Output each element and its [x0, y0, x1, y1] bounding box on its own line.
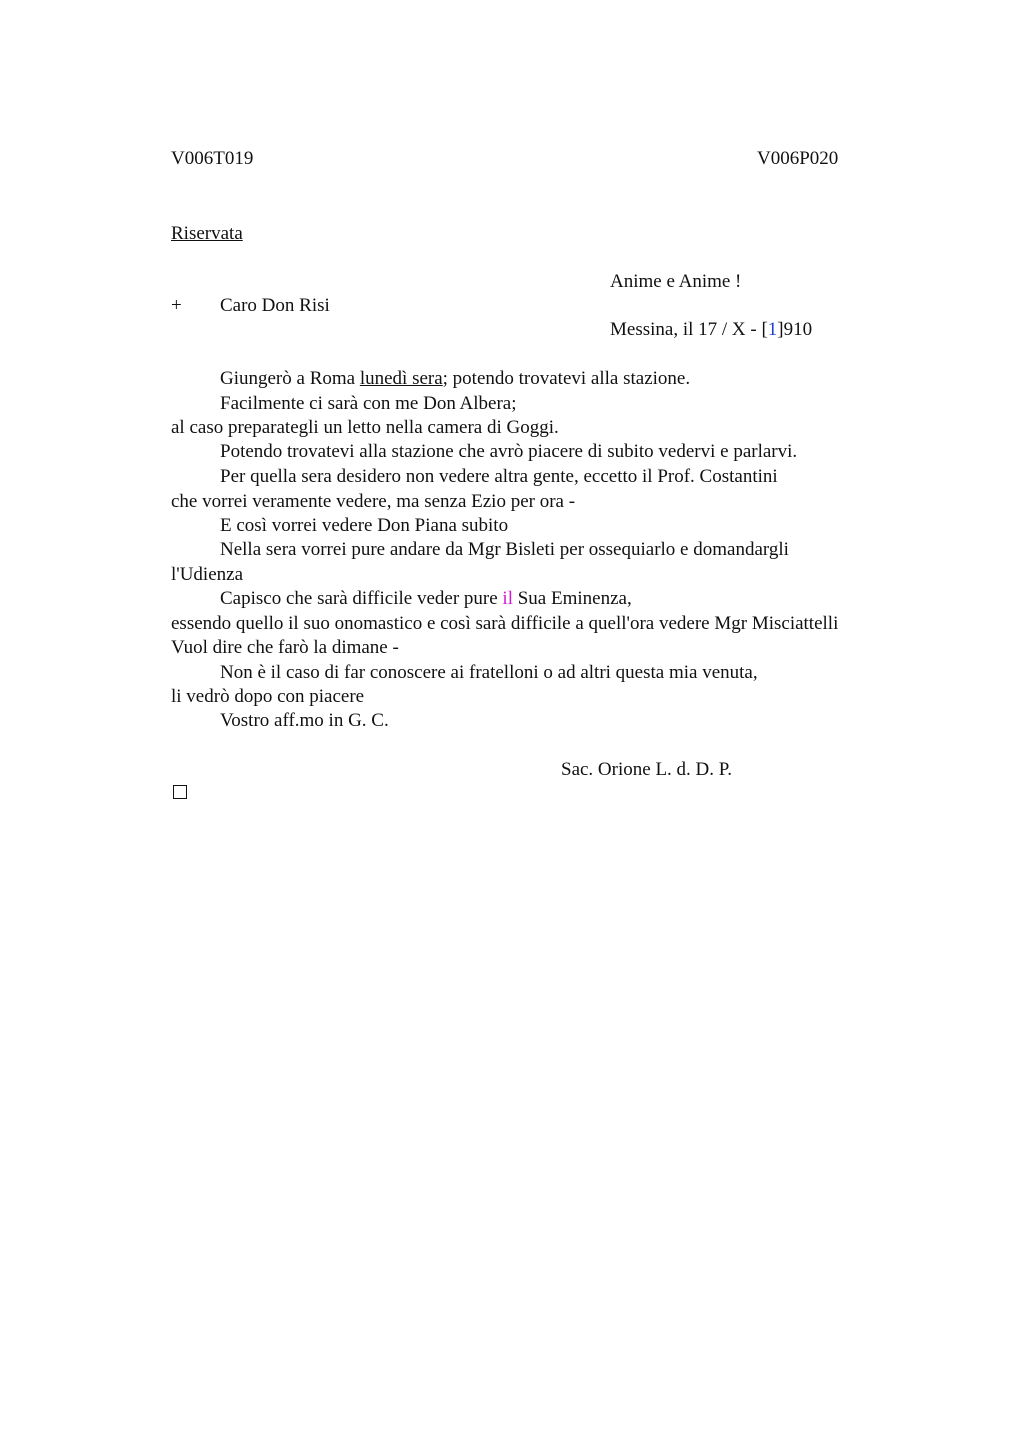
body-line-13: Non è il caso di far conoscere ai fratelloni o ad altri questa mia venuta, — [220, 662, 758, 683]
confidential-marking: Riservata — [171, 223, 243, 244]
doc-code-right: V006P020 — [757, 148, 839, 169]
body-line-6: che vorrei veramente vedere, ma senza Ezio per ora - — [171, 491, 576, 512]
body-line-4: Potendo trovatevi alla stazione che avrò piacere di subito vedervi e parlarvi. — [220, 441, 798, 462]
body-line-11: essendo quello il suo onomastico e così sarà difficile a quell'ora vedere Mgr Misciattelli — [171, 613, 839, 634]
dateline-prefix: Messina, il 17 / X - [ — [610, 319, 768, 340]
dateline-suffix: ]910 — [777, 319, 813, 340]
dateline-bracket-digit: 1 — [767, 319, 778, 340]
salutation: Caro Don Risi — [220, 295, 330, 316]
signature: Sac. Orione L. d. D. P. — [561, 759, 732, 780]
body-line-9: l'Udienza — [171, 564, 244, 585]
body-line-8: Nella sera vorrei pure andare da Mgr Bisleti per ossequiarlo e domandargli — [220, 539, 789, 560]
dateline — [610, 320, 812, 339]
doc-code-left: V006T019 — [171, 148, 254, 169]
body-line-5: Per quella sera desidero non vedere altra gente, eccetto il Prof. Costantini — [220, 466, 778, 487]
cross-symbol: + — [171, 295, 182, 316]
body-line-12: Vuol dire che farò la dimane - — [171, 637, 399, 658]
body-line-15: Vostro aff.mo in G. C. — [220, 710, 389, 731]
body-line-2: Facilmente ci sarà con me Don Albera; — [220, 393, 517, 414]
body-line-3: al caso preparategli un letto nella camera di Goggi. — [171, 417, 559, 438]
body-line-1-underlined: lunedì sera — [359, 368, 443, 389]
motto: Anime e Anime ! — [610, 271, 742, 292]
body-line-1 — [220, 369, 690, 388]
body-line-10-highlight: il — [502, 588, 513, 609]
body-line-14: li vedrò dopo con piacere — [171, 686, 365, 707]
body-line-10-post: Sua Eminenza, — [512, 588, 632, 609]
body-line-10-pre: Capisco che sarà difficile veder pure — [220, 588, 503, 609]
end-of-document-box-icon — [173, 785, 187, 799]
body-line-10 — [220, 589, 632, 608]
body-line-1-post: ; potendo trovatevi alla stazione. — [442, 368, 691, 389]
body-line-1-pre: Giungerò a Roma — [220, 368, 360, 389]
body-line-7: E così vorrei vedere Don Piana subito — [220, 515, 509, 536]
